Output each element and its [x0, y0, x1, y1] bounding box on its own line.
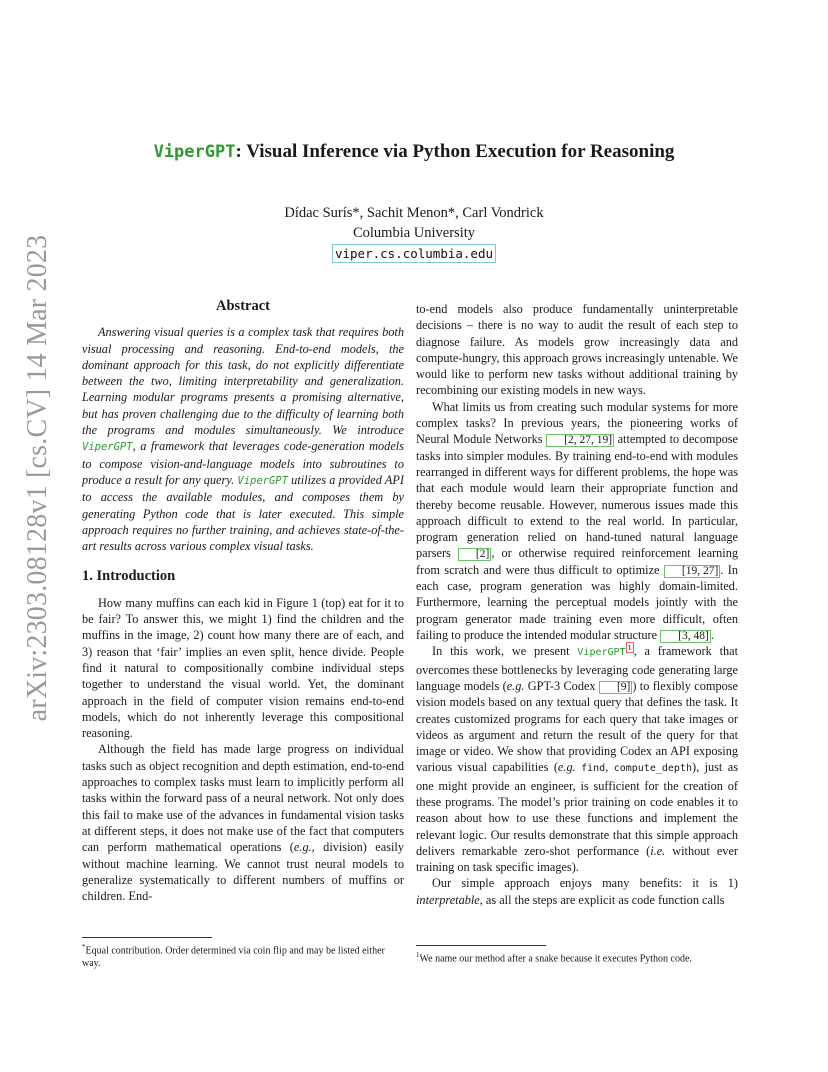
- paper-title: [0, 141, 828, 163]
- abstract-text-1: Answering visual queries is a complex task that requires both visual processing and reasoning. End-to-end models, the dominant approach for this task, do not explicitly differentiate between the two, limiting interpretability and generalization. Learning modular programs presents a promising alternative, but has proven challenging due to the difficulty of learning both the programs and modules simultaneously. We introduce: [82, 325, 404, 438]
- body-text: , as all the steps are explicit as code function calls: [479, 892, 725, 907]
- right-paragraph-2: [416, 399, 738, 643]
- body-text: GPT-3 Codex: [524, 678, 599, 693]
- footnote-ref-link[interactable]: 1: [627, 643, 632, 653]
- footnote-rule: [82, 937, 212, 938]
- citation-link[interactable]: [19, 27]: [664, 565, 720, 578]
- citation-link[interactable]: [2]: [458, 548, 491, 561]
- body-text: without ever training on task specific images).: [416, 843, 738, 875]
- abstract-text-2: , a framework that leverages code-generation models to compose vision-and-language models into subroutines to produce a result for any query.: [82, 439, 404, 487]
- body-eg: e.g.: [506, 678, 525, 693]
- footnote-rule: [416, 945, 546, 946]
- right-paragraph-3: In this work, we present ViperGPT $^1$ , a framework that overcomes these bottlenecks by leveraging code generating large language models (e.g. GPT-3 Codex [9] ) to flexibly compose vision models based on any textual query that defines the task. It creates customized programs for each query that take images or videos as argument and return the result of the query for that image or video. We show that providing Codex an API exposing various visual capabilities (e.g. find, compute_depth), just as one might provide an engineer, is sufficient for the creation of these programs. The model’s prior training on code enables it to reason about how to use these functions and implement the relevant logic. Our results demonstrate that this simple approach delivers remarkable zero-shot performance (i.e. without ever training on task specific images).: [416, 643, 739, 875]
- intro-paragraph-2: [82, 741, 404, 904]
- title-method-name: ViperGPT: [153, 142, 236, 162]
- right-paragraph-1: to-end models also produce fundamentally uninterpretable decisions – there is no way to audit the result of each step to diagnose failure. As models grow increasingly data and compute-hungry, this approach grows increasingly untenable. We would like to perform new tasks without additional training by recombining our existing models in new ways.: [416, 302, 738, 398]
- body-text: . In each case, program generation was highly domain-limited. Furthermore, learning the perceptual models jointly with the program generator made training even more difficult, often failing to produce the intended modular structure: [416, 562, 738, 642]
- body-italic: interpretable: [416, 892, 480, 907]
- body-ie: i.e.: [650, 843, 666, 858]
- author-list: Dídac Surís*, Sachit Menon*, Carl Vondrick: [284, 205, 544, 221]
- footnote-text: We name our method after a snake because it executes Python code.: [419, 953, 692, 965]
- abstract-body: [82, 324, 404, 554]
- body-text: , or otherwise required reinforcement learning from scratch and were thus difficult to optimize: [416, 546, 739, 577]
- body-text: What limits us from creating such modular systems for more complex tasks? In previous years, the pioneering works of Neural Module Networks: [416, 399, 738, 447]
- citation-link[interactable]: [2, 27, 19]: [546, 434, 614, 447]
- footnote-method-name: [416, 945, 738, 966]
- project-url-link[interactable]: viper.cs.columbia.edu: [332, 244, 496, 263]
- method-name-inline: ViperGPT: [82, 441, 133, 454]
- title-text: : Visual Inference via Python Execution for Reasoning: [235, 141, 675, 162]
- body-text: , a framework that overcomes these bottlenecks by leveraging code generating large language models (: [416, 644, 739, 693]
- footnote-mark: *: [82, 943, 86, 951]
- method-name-inline: ViperGPT: [237, 474, 288, 487]
- citation-link[interactable]: [3, 48]: [660, 630, 711, 643]
- intro-eg: e.g.: [293, 840, 312, 855]
- abstract-heading: Abstract: [216, 298, 270, 314]
- right-paragraph-4: [416, 875, 738, 908]
- method-name-inline: ViperGPT: [577, 647, 626, 659]
- arxiv-identifier-stamp: arXiv:2303.08128v1 [cs.CV] 14 Mar 2023: [22, 234, 53, 722]
- body-text: attempted to decompose tasks into simpler modules. By training end-to-end with modules rearranged in different ways for different problems, the hope was that each module would learn their appropriate function and thereby become reusable. However, numerous issues made this approach difficult to extend to the real world. In particular, program generation relied on hand-tuned natural language parsers: [416, 432, 739, 561]
- body-text: Our simple approach enjoys many benefits: it is 1): [432, 876, 738, 891]
- footnote-text: Equal contribution. Order determined via coin flip and may be listed either way.: [82, 945, 385, 969]
- intro-paragraph-1: How many muffins can each kid in Figure 1 (top) eat for it to be fair? To answer this, we might 1) find the children and the muffins in the image, 2) count how many there are of each, and 3) reason that ‘fair’ implies an even split, hence divide. People find it natural to compositionally combine individual steps together to understand the visual world. Yet, the dominant approach in the field of computer vision remains end-to-end models, which do not inherently leverage this compositional reasoning.: [82, 595, 404, 741]
- inline-code: find: [581, 763, 606, 775]
- body-text: ) to flexibly compose vision models based on any textual query that defines the task. It creates customized programs for each query that take images or videos as argument and return the result of the query for that image or video. We show that providing Codex an API exposing various visual capabilities (: [416, 678, 738, 775]
- section-heading-introduction: 1. Introduction: [82, 568, 176, 585]
- intro-text: Although the field has made large progress on individual tasks such as object recognition and depth estimation, end-to-end approaches to complex tasks must learn to implicitly perform all tasks within the forward pass of a neural network. Not only does this fail to make use of the advances in fundamental vision tasks at different steps, it does not make use of the fact that computers can perform mathematical operations (: [82, 742, 404, 855]
- abstract-text-3: utilizes a provided API to access the available modules, and composes them by generating Python code that is later executed. This simple approach requires no further training, and achieves state-of-the-art results across various complex visual tasks.: [82, 472, 404, 554]
- body-text: In this work, we present: [432, 644, 578, 659]
- body-eg: e.g.: [557, 760, 576, 775]
- left-column: [82, 298, 404, 904]
- intro-text: , division) easily without machine learning. We cannot trust neural models to generalize systematically to different numbers of muffins or children. End-: [82, 840, 404, 904]
- affiliation: Columbia University: [352, 225, 476, 241]
- body-text: .: [710, 627, 714, 642]
- citation-link[interactable]: [9]: [599, 681, 632, 694]
- footnote-mark: 1: [416, 951, 420, 959]
- body-text: ), just as one might provide an engineer, is sufficient for the creation of these programs. The model’s prior training on code enables it to reason about how to use these functions and implement the relevant logic. Our results demonstrate that this simple approach delivers remarkable zero-shot performance (: [416, 760, 738, 858]
- inline-code: compute_depth: [613, 763, 692, 775]
- footnote-equal-contribution: [82, 937, 404, 970]
- right-column: [416, 301, 738, 908]
